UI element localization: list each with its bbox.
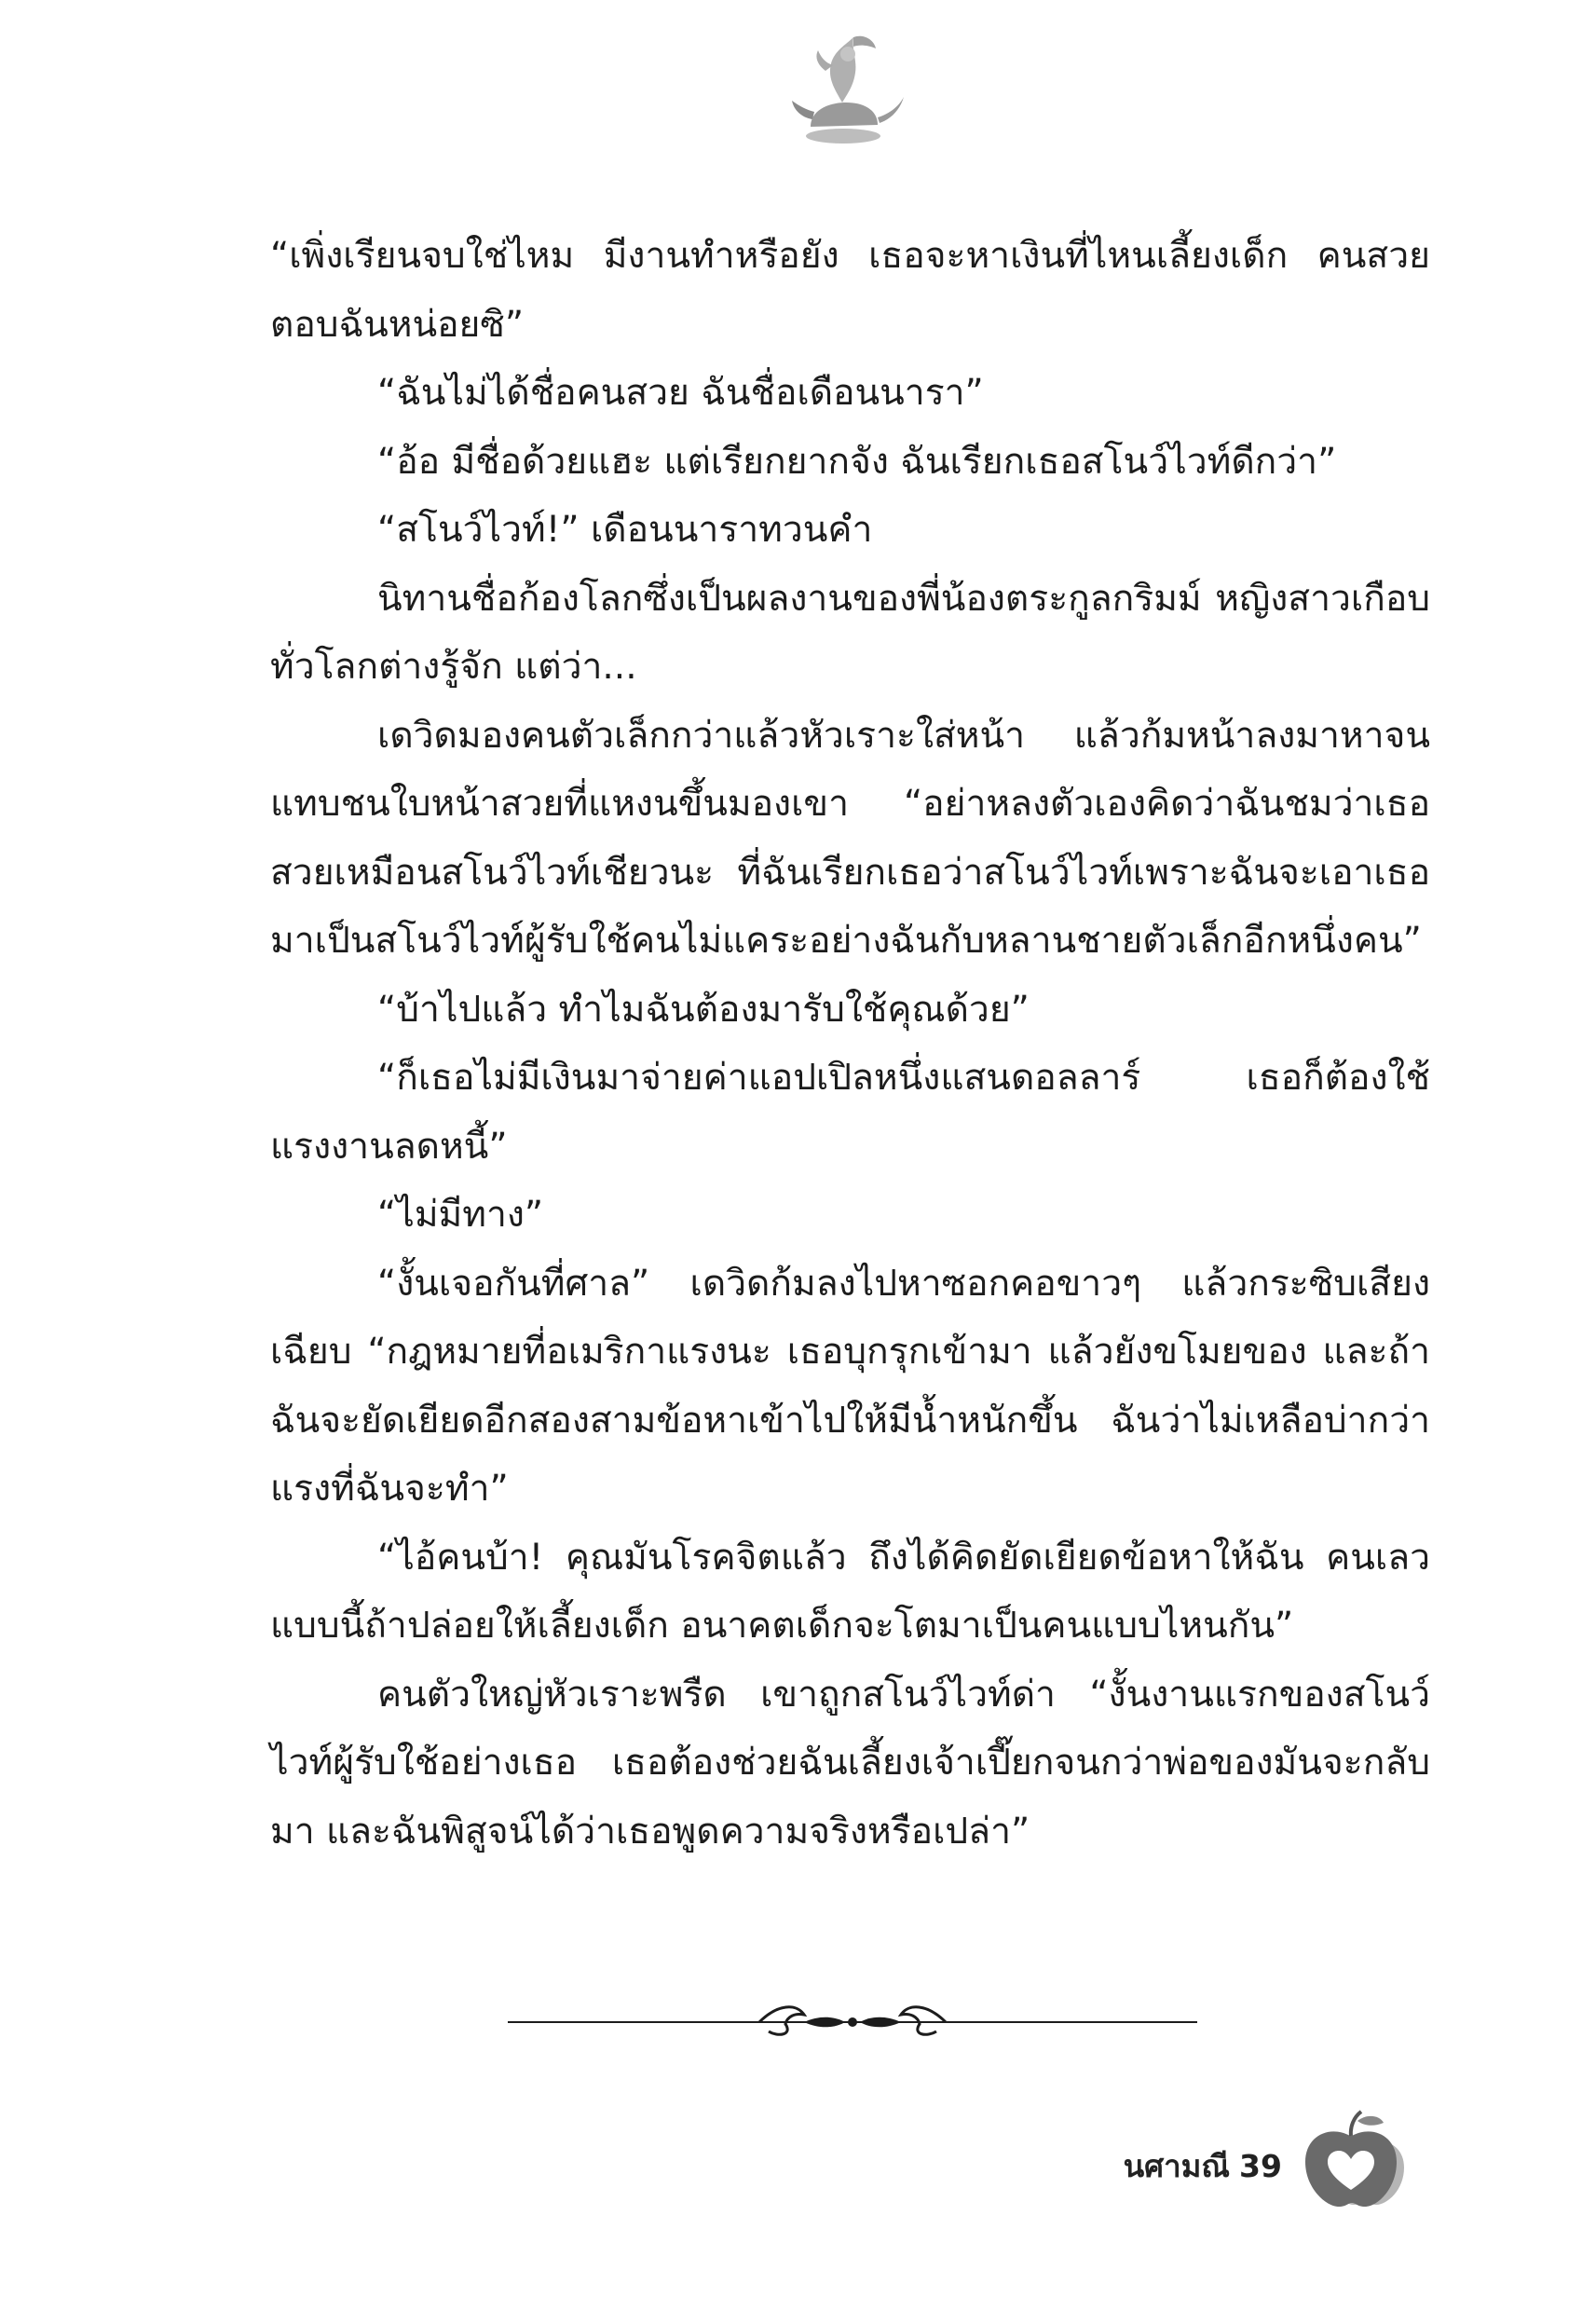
paragraph: นิทานชื่อก้องโลกซึ่งเป็นผลงานของพี่น้องตระกูลกริมม์ หญิงสาวเกือบทั่วโลกต่างรู้จัก แต่ว่า...: [270, 577, 1430, 688]
page-number: 39: [1239, 2148, 1282, 2184]
genie-lamp-icon: [773, 17, 913, 157]
paragraph: “สโนว์ไวท์!” เดือนนาราทวนคำ: [377, 509, 873, 551]
paragraph: เดวิดมองคนตัวเล็กกว่าแล้วหัวเราะใส่หน้า แล้วก้มหน้าลงมาหาจนแทบชนใบหน้าสวยที่แหงนขึ้นมองเขา “อย่าหลงตัวเองคิดว่าฉันชมว่าเธอสวยเหมือนสโนว์ไวท์เชียวนะ ที่ฉันเรียกเธอว่าสโนว์ไวท์เพราะฉันจะเอาเธอมาเป็นสโนว์ไวท์ผู้รับใช้คนไม่แคระอย่างฉันกับหลานชายตัวเล็กอีกหนึ่งคน”: [270, 714, 1430, 962]
flourish-divider-icon: [508, 1994, 1197, 2050]
paragraph: “ไอ้คนบ้า! คุณมันโรคจิตแล้ว ถึงได้คิดยัดเยียดข้อหาให้ฉัน คนเลวแบบนี้ถ้าปล่อยให้เลี้ยงเด็ก อนาคตเด็กจะโตมาเป็นคนแบบไหนกัน”: [270, 1536, 1430, 1647]
paragraph: “งั้นเจอกันที่ศาล” เดวิดก้มลงไปหาซอกคอขาวๆ แล้วกระซิบเสียงเฉียบ “กฎหมายที่อเมริกาแรงนะ เธอบุกรุกเข้ามา แล้วยังขโมยของ และถ้าฉันจะยัดเยียดอีกสองสามข้อหาเข้าไปให้มีน้ำหนักขึ้น ฉันว่าไม่เหลือบ่ากว่าแรงที่ฉันจะทำ”: [270, 1262, 1430, 1510]
paragraph: “อ้อ มีชื่อด้วยแฮะ แต่เรียกยากจัง ฉันเรียกเธอสโนว์ไวท์ดีกว่า”: [377, 440, 1337, 483]
paragraph: “เพิ่งเรียนจบใช่ไหม มีงานทำหรือยัง เธอจะหาเงินที่ไหนเลี้ยงเด็ก คนสวย ตอบฉันหน่อยซิ”: [270, 235, 1430, 346]
paragraph: คนตัวใหญ่หัวเราะพรืด เขาถูกสโนว์ไวท์ด่า “งั้นงานแรกของสโนว์ไวท์ผู้รับใช้อย่างเธอ เธอต้องช่วยฉันเลี้ยงเจ้าเปี๊ยกจนกว่าพ่อของมันจะกลับมา และฉันพิสูจน์ได้ว่าเธอพูดความจริงหรือเปล่า”: [270, 1673, 1430, 1853]
paragraph: “บ้าไปแล้ว ทำไมฉันต้องมารับใช้คุณด้วย”: [377, 988, 1030, 1031]
apple-heart-icon: [1300, 2108, 1412, 2210]
paragraph: “ฉันไม่ได้ชื่อคนสวย ฉันชื่อเดือนนารา”: [377, 372, 984, 414]
author-name: นศามณี: [1123, 2148, 1230, 2184]
paragraph: “ไม่มีทาง”: [377, 1194, 544, 1236]
paragraph: “ก็เธอไม่มีเงินมาจ่ายค่าแอปเปิลหนึ่งแสนดอลลาร์ เธอก็ต้องใช้แรงงานลดหนี้”: [270, 1057, 1430, 1168]
story-text: [270, 222, 1430, 1866]
